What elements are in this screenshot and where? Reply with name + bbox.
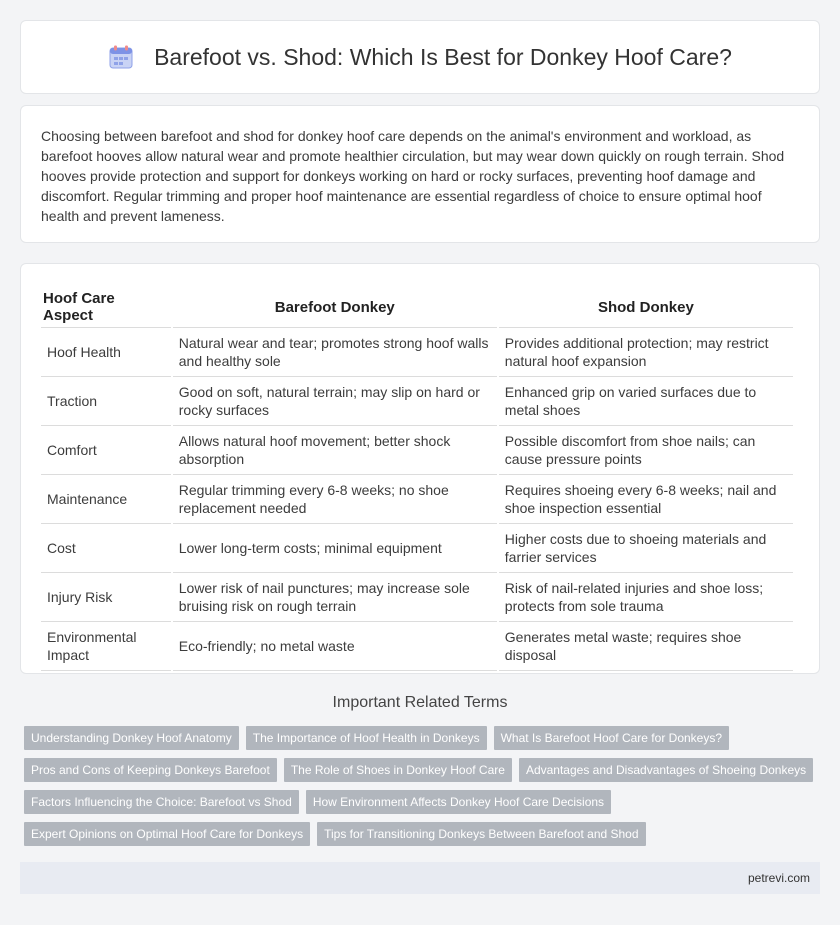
intro-paragraph: Choosing between barefoot and shod for donkey hoof care depends on the animal's environment and workload, as barefoot hooves allow natural wear and promote healthier circulation, but may wear down quickly on rough terrain. Shod hooves provide protection and support for donkeys working on hard or rocky surfaces, preventing hoof damage and discomfort. Regular trimming and proper hoof maintenance are essential regardless of choice to ensure optimal hoof health and prevent lameness. <box>41 128 785 224</box>
related-terms-list <box>24 726 824 854</box>
related-term-link[interactable]: The Importance of Hoof Health in Donkeys <box>246 726 487 750</box>
cell-shod: Risk of nail-related injuries and shoe loss; protects from sole trauma <box>499 573 793 622</box>
related-term-link[interactable]: Expert Opinions on Optimal Hoof Care for Donkeys <box>24 822 310 846</box>
table-row <box>41 426 793 475</box>
cell-aspect: Maintenance <box>41 475 171 524</box>
related-term-link[interactable]: Tips for Transitioning Donkeys Between Barefoot and Shod <box>317 822 645 846</box>
table-row <box>41 328 793 377</box>
related-term-link[interactable]: Advantages and Disadvantages of Shoeing Donkeys <box>519 758 813 782</box>
related-term-link[interactable]: Factors Influencing the Choice: Barefoot vs Shod <box>24 790 299 814</box>
cell-barefoot: Allows natural hoof movement; better shock absorption <box>173 426 497 475</box>
related-term-link[interactable]: How Environment Affects Donkey Hoof Care Decisions <box>306 790 611 814</box>
header-barefoot: Barefoot Donkey <box>173 287 497 328</box>
cell-shod: Higher costs due to shoeing materials and farrier services <box>499 524 793 573</box>
page-title: Barefoot vs. Shod: Which Is Best for Donkey Hoof Care? <box>154 43 732 70</box>
header-shod: Shod Donkey <box>499 287 793 328</box>
table-row <box>41 573 793 622</box>
table-header-row <box>41 287 793 328</box>
cell-barefoot: Regular trimming every 6-8 weeks; no shoe replacement needed <box>173 475 497 524</box>
comparison-table <box>39 287 795 671</box>
cell-aspect: Traction <box>41 377 171 426</box>
cell-aspect: Hoof Health <box>41 328 171 377</box>
tag-row <box>24 726 824 750</box>
related-term-link[interactable]: Understanding Donkey Hoof Anatomy <box>24 726 239 750</box>
intro-card <box>20 105 820 243</box>
header-aspect: Hoof Care Aspect <box>41 287 171 328</box>
related-term-link[interactable]: Pros and Cons of Keeping Donkeys Barefoot <box>24 758 277 782</box>
cell-aspect: Environmental Impact <box>41 622 171 671</box>
cell-aspect: Cost <box>41 524 171 573</box>
footer <box>20 862 820 894</box>
title-wrap <box>108 44 732 71</box>
table-row <box>41 524 793 573</box>
table-row <box>41 377 793 426</box>
related-terms-title: Important Related Terms <box>332 694 508 711</box>
tag-row <box>24 822 824 846</box>
cell-shod: Provides additional protection; may restrict natural hoof expansion <box>499 328 793 377</box>
cell-barefoot: Good on soft, natural terrain; may slip on hard or rocky surfaces <box>173 377 497 426</box>
table-row <box>41 475 793 524</box>
cell-shod: Enhanced grip on varied surfaces due to metal shoes <box>499 377 793 426</box>
cell-barefoot: Lower long-term costs; minimal equipment <box>173 524 497 573</box>
footer-site-name[interactable]: petrevi.com <box>747 871 810 885</box>
cell-barefoot: Natural wear and tear; promotes strong hoof walls and healthy sole <box>173 328 497 377</box>
cell-barefoot: Eco-friendly; no metal waste <box>173 622 497 671</box>
comparison-table-card <box>20 263 820 674</box>
tag-row <box>24 790 824 814</box>
cell-barefoot: Lower risk of nail punctures; may increase sole bruising risk on rough terrain <box>173 573 497 622</box>
header-card <box>20 20 820 94</box>
related-term-link[interactable]: What Is Barefoot Hoof Care for Donkeys? <box>494 726 729 750</box>
cell-aspect: Injury Risk <box>41 573 171 622</box>
related-term-link[interactable]: The Role of Shoes in Donkey Hoof Care <box>284 758 512 782</box>
calendar-icon <box>108 44 134 70</box>
cell-shod: Requires shoeing every 6-8 weeks; nail and shoe inspection essential <box>499 475 793 524</box>
cell-shod: Generates metal waste; requires shoe disposal <box>499 622 793 671</box>
table-row <box>41 622 793 671</box>
tag-row <box>24 758 824 782</box>
cell-shod: Possible discomfort from shoe nails; can cause pressure points <box>499 426 793 475</box>
cell-aspect: Comfort <box>41 426 171 475</box>
